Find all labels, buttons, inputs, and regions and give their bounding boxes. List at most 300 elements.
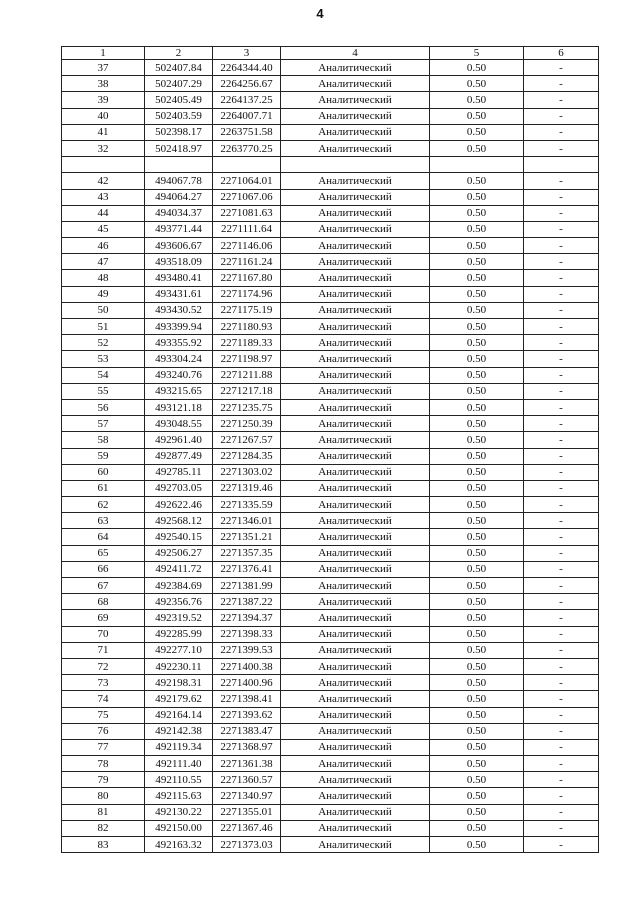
x-coordinate-cell: 492961.40 [145, 432, 213, 448]
point-number-cell: 81 [62, 804, 145, 820]
note-cell: - [524, 221, 599, 237]
y-coordinate-cell: 2271355.01 [213, 804, 281, 820]
note-cell: - [524, 416, 599, 432]
point-number-cell: 70 [62, 626, 145, 642]
table-row [62, 270, 599, 286]
table-row [62, 221, 599, 237]
method-cell: Аналитический [281, 335, 430, 351]
accuracy-cell: 0.50 [430, 351, 524, 367]
method-cell: Аналитический [281, 642, 430, 658]
x-coordinate-cell: 493430.52 [145, 302, 213, 318]
x-coordinate-cell: 493121.18 [145, 399, 213, 415]
table-row [62, 561, 599, 577]
y-coordinate-cell: 2271368.97 [213, 739, 281, 755]
accuracy-cell: 0.50 [430, 189, 524, 205]
table-row [62, 383, 599, 399]
y-coordinate-cell: 2271351.21 [213, 529, 281, 545]
point-number-cell: 71 [62, 642, 145, 658]
note-cell: - [524, 76, 599, 92]
accuracy-cell: 0.50 [430, 286, 524, 302]
point-number-cell: 44 [62, 205, 145, 221]
accuracy-cell: 0.50 [430, 205, 524, 221]
method-cell: Аналитический [281, 578, 430, 594]
method-cell: Аналитический [281, 92, 430, 108]
note-cell: - [524, 561, 599, 577]
x-coordinate-cell: 494067.78 [145, 173, 213, 189]
point-number-cell: 51 [62, 319, 145, 335]
table-row [62, 448, 599, 464]
table-row [62, 480, 599, 496]
method-cell: Аналитический [281, 772, 430, 788]
y-coordinate-cell: 2264137.25 [213, 92, 281, 108]
x-coordinate-cell: 492230.11 [145, 658, 213, 674]
table-row [62, 335, 599, 351]
accuracy-cell: 0.50 [430, 480, 524, 496]
x-coordinate-cell: 492150.00 [145, 820, 213, 836]
table-row [62, 837, 599, 853]
y-coordinate-cell: 2271398.33 [213, 626, 281, 642]
note-cell: - [524, 804, 599, 820]
y-coordinate-cell: 2271367.46 [213, 820, 281, 836]
y-coordinate-cell: 2271335.59 [213, 497, 281, 513]
note-cell: - [524, 691, 599, 707]
accuracy-cell: 0.50 [430, 124, 524, 140]
method-cell: Аналитический [281, 739, 430, 755]
point-number-cell: 64 [62, 529, 145, 545]
note-cell: - [524, 788, 599, 804]
point-number-cell: 83 [62, 837, 145, 853]
table-row [62, 723, 599, 739]
accuracy-cell: 0.50 [430, 448, 524, 464]
x-coordinate-cell: 502418.97 [145, 140, 213, 156]
method-cell: Аналитический [281, 497, 430, 513]
point-number-cell: 76 [62, 723, 145, 739]
accuracy-cell: 0.50 [430, 497, 524, 513]
note-cell: - [524, 254, 599, 270]
note-cell: - [524, 335, 599, 351]
note-cell: - [524, 173, 599, 189]
table-spacer-row [62, 157, 599, 173]
accuracy-cell: 0.50 [430, 416, 524, 432]
point-number-cell: 52 [62, 335, 145, 351]
y-coordinate-cell: 2271180.93 [213, 319, 281, 335]
point-number-cell: 60 [62, 464, 145, 480]
point-number-cell: 72 [62, 658, 145, 674]
x-coordinate-cell: 493240.76 [145, 367, 213, 383]
accuracy-cell: 0.50 [430, 464, 524, 480]
y-coordinate-cell: 2271217.18 [213, 383, 281, 399]
x-coordinate-cell: 492115.63 [145, 788, 213, 804]
note-cell: - [524, 545, 599, 561]
method-cell: Аналитический [281, 626, 430, 642]
point-number-cell: 77 [62, 739, 145, 755]
point-number-cell: 59 [62, 448, 145, 464]
method-cell: Аналитический [281, 140, 430, 156]
y-coordinate-cell: 2271146.06 [213, 238, 281, 254]
method-cell: Аналитический [281, 351, 430, 367]
table-row [62, 788, 599, 804]
y-coordinate-cell: 2271360.57 [213, 772, 281, 788]
x-coordinate-cell: 494034.37 [145, 205, 213, 221]
note-cell: - [524, 464, 599, 480]
point-number-cell: 54 [62, 367, 145, 383]
method-cell: Аналитический [281, 189, 430, 205]
point-number-cell: 57 [62, 416, 145, 432]
note-cell: - [524, 626, 599, 642]
accuracy-cell: 0.50 [430, 675, 524, 691]
note-cell: - [524, 205, 599, 221]
method-cell: Аналитический [281, 513, 430, 529]
table-row [62, 351, 599, 367]
y-coordinate-cell: 2271067.06 [213, 189, 281, 205]
method-cell: Аналитический [281, 448, 430, 464]
point-number-cell: 41 [62, 124, 145, 140]
y-coordinate-cell: 2271167.80 [213, 270, 281, 286]
x-coordinate-cell: 492198.31 [145, 675, 213, 691]
x-coordinate-cell: 493215.65 [145, 383, 213, 399]
table-row [62, 497, 599, 513]
coordinates-table [61, 46, 599, 853]
point-number-cell: 50 [62, 302, 145, 318]
note-cell: - [524, 399, 599, 415]
method-cell: Аналитический [281, 399, 430, 415]
method-cell: Аналитический [281, 804, 430, 820]
method-cell: Аналитический [281, 124, 430, 140]
y-coordinate-cell: 2271211.88 [213, 367, 281, 383]
point-number-cell: 39 [62, 92, 145, 108]
accuracy-cell: 0.50 [430, 788, 524, 804]
point-number-cell: 82 [62, 820, 145, 836]
point-number-cell: 62 [62, 497, 145, 513]
table-row [62, 820, 599, 836]
accuracy-cell: 0.50 [430, 561, 524, 577]
accuracy-cell: 0.50 [430, 513, 524, 529]
table-row [62, 739, 599, 755]
method-cell: Аналитический [281, 723, 430, 739]
method-cell: Аналитический [281, 464, 430, 480]
note-cell: - [524, 739, 599, 755]
note-cell: - [524, 529, 599, 545]
method-cell: Аналитический [281, 416, 430, 432]
accuracy-cell: 0.50 [430, 739, 524, 755]
table-row [62, 432, 599, 448]
accuracy-cell: 0.50 [430, 545, 524, 561]
accuracy-cell: 0.50 [430, 626, 524, 642]
note-cell: - [524, 642, 599, 658]
accuracy-cell: 0.50 [430, 108, 524, 124]
accuracy-cell: 0.50 [430, 335, 524, 351]
table-row [62, 691, 599, 707]
accuracy-cell: 0.50 [430, 804, 524, 820]
coordinates-table-body [62, 47, 599, 853]
y-coordinate-cell: 2271189.33 [213, 335, 281, 351]
x-coordinate-cell: 492164.14 [145, 707, 213, 723]
point-number-cell: 68 [62, 594, 145, 610]
y-coordinate-cell: 2271303.02 [213, 464, 281, 480]
note-cell: - [524, 140, 599, 156]
point-number-cell: 32 [62, 140, 145, 156]
y-coordinate-cell: 2264007.71 [213, 108, 281, 124]
x-coordinate-cell: 492568.12 [145, 513, 213, 529]
y-coordinate-cell: 2271198.97 [213, 351, 281, 367]
note-cell: - [524, 820, 599, 836]
note-cell: - [524, 658, 599, 674]
note-cell: - [524, 351, 599, 367]
y-coordinate-cell: 2271111.64 [213, 221, 281, 237]
x-coordinate-cell: 502403.59 [145, 108, 213, 124]
accuracy-cell: 0.50 [430, 578, 524, 594]
y-coordinate-cell: 2264344.40 [213, 60, 281, 76]
table-row [62, 464, 599, 480]
y-coordinate-cell: 2271394.37 [213, 610, 281, 626]
note-cell: - [524, 238, 599, 254]
table-row [62, 140, 599, 156]
table-row [62, 367, 599, 383]
accuracy-cell: 0.50 [430, 383, 524, 399]
note-cell: - [524, 448, 599, 464]
y-coordinate-cell: 2263770.25 [213, 140, 281, 156]
point-number-cell: 67 [62, 578, 145, 594]
note-cell: - [524, 432, 599, 448]
note-cell: - [524, 675, 599, 691]
table-row [62, 675, 599, 691]
column-header-5: 5 [430, 47, 524, 60]
accuracy-cell: 0.50 [430, 140, 524, 156]
table-row [62, 108, 599, 124]
accuracy-cell: 0.50 [430, 60, 524, 76]
note-cell: - [524, 270, 599, 286]
method-cell: Аналитический [281, 529, 430, 545]
note-cell: - [524, 367, 599, 383]
table-row [62, 545, 599, 561]
y-coordinate-cell: 2271387.22 [213, 594, 281, 610]
x-coordinate-cell: 492179.62 [145, 691, 213, 707]
y-coordinate-cell: 2271174.96 [213, 286, 281, 302]
method-cell: Аналитический [281, 756, 430, 772]
method-cell: Аналитический [281, 545, 430, 561]
x-coordinate-cell: 493304.24 [145, 351, 213, 367]
y-coordinate-cell: 2271175.19 [213, 302, 281, 318]
table-row [62, 60, 599, 76]
table-row [62, 399, 599, 415]
x-coordinate-cell: 493606.67 [145, 238, 213, 254]
x-coordinate-cell: 493431.61 [145, 286, 213, 302]
y-coordinate-cell: 2271383.47 [213, 723, 281, 739]
method-cell: Аналитический [281, 432, 430, 448]
note-cell: - [524, 286, 599, 302]
y-coordinate-cell: 2271340.97 [213, 788, 281, 804]
method-cell: Аналитический [281, 270, 430, 286]
x-coordinate-cell: 492540.15 [145, 529, 213, 545]
column-header-3: 3 [213, 47, 281, 60]
accuracy-cell: 0.50 [430, 610, 524, 626]
note-cell: - [524, 513, 599, 529]
column-header-1: 1 [62, 47, 145, 60]
y-coordinate-cell: 2271393.62 [213, 707, 281, 723]
accuracy-cell: 0.50 [430, 529, 524, 545]
accuracy-cell: 0.50 [430, 76, 524, 92]
y-coordinate-cell: 2271319.46 [213, 480, 281, 496]
note-cell: - [524, 92, 599, 108]
point-number-cell: 78 [62, 756, 145, 772]
method-cell: Аналитический [281, 788, 430, 804]
accuracy-cell: 0.50 [430, 399, 524, 415]
column-header-2: 2 [145, 47, 213, 60]
note-cell: - [524, 319, 599, 335]
x-coordinate-cell: 492142.38 [145, 723, 213, 739]
x-coordinate-cell: 492163.32 [145, 837, 213, 853]
note-cell: - [524, 707, 599, 723]
note-cell: - [524, 594, 599, 610]
accuracy-cell: 0.50 [430, 254, 524, 270]
empty-cell [145, 157, 213, 173]
x-coordinate-cell: 492411.72 [145, 561, 213, 577]
point-number-cell: 38 [62, 76, 145, 92]
y-coordinate-cell: 2271373.03 [213, 837, 281, 853]
table-row [62, 594, 599, 610]
method-cell: Аналитический [281, 594, 430, 610]
y-coordinate-cell: 2271376.41 [213, 561, 281, 577]
table-row [62, 756, 599, 772]
table-row [62, 578, 599, 594]
y-coordinate-cell: 2271250.39 [213, 416, 281, 432]
accuracy-cell: 0.50 [430, 594, 524, 610]
x-coordinate-cell: 492506.27 [145, 545, 213, 561]
table-row [62, 76, 599, 92]
note-cell: - [524, 723, 599, 739]
table-row [62, 772, 599, 788]
method-cell: Аналитический [281, 820, 430, 836]
note-cell: - [524, 302, 599, 318]
note-cell: - [524, 756, 599, 772]
x-coordinate-cell: 492785.11 [145, 464, 213, 480]
x-coordinate-cell: 492877.49 [145, 448, 213, 464]
y-coordinate-cell: 2271267.57 [213, 432, 281, 448]
note-cell: - [524, 60, 599, 76]
empty-cell [62, 157, 145, 173]
method-cell: Аналитический [281, 658, 430, 674]
accuracy-cell: 0.50 [430, 302, 524, 318]
point-number-cell: 61 [62, 480, 145, 496]
empty-cell [430, 157, 524, 173]
y-coordinate-cell: 2271346.01 [213, 513, 281, 529]
accuracy-cell: 0.50 [430, 432, 524, 448]
x-coordinate-cell: 492110.55 [145, 772, 213, 788]
point-number-cell: 66 [62, 561, 145, 577]
y-coordinate-cell: 2271399.53 [213, 642, 281, 658]
point-number-cell: 47 [62, 254, 145, 270]
table-row [62, 529, 599, 545]
table-row [62, 707, 599, 723]
point-number-cell: 73 [62, 675, 145, 691]
x-coordinate-cell: 493518.09 [145, 254, 213, 270]
point-number-cell: 45 [62, 221, 145, 237]
table-row [62, 642, 599, 658]
y-coordinate-cell: 2271064.01 [213, 173, 281, 189]
empty-cell [213, 157, 281, 173]
accuracy-cell: 0.50 [430, 820, 524, 836]
table-row [62, 626, 599, 642]
accuracy-cell: 0.50 [430, 270, 524, 286]
x-coordinate-cell: 492277.10 [145, 642, 213, 658]
point-number-cell: 74 [62, 691, 145, 707]
note-cell: - [524, 772, 599, 788]
y-coordinate-cell: 2271400.96 [213, 675, 281, 691]
y-coordinate-cell: 2271161.24 [213, 254, 281, 270]
point-number-cell: 55 [62, 383, 145, 399]
accuracy-cell: 0.50 [430, 238, 524, 254]
method-cell: Аналитический [281, 675, 430, 691]
point-number-cell: 40 [62, 108, 145, 124]
table-row [62, 205, 599, 221]
x-coordinate-cell: 493399.94 [145, 319, 213, 335]
x-coordinate-cell: 492384.69 [145, 578, 213, 594]
accuracy-cell: 0.50 [430, 92, 524, 108]
y-coordinate-cell: 2271381.99 [213, 578, 281, 594]
x-coordinate-cell: 502407.29 [145, 76, 213, 92]
accuracy-cell: 0.50 [430, 707, 524, 723]
table-row [62, 610, 599, 626]
point-number-cell: 37 [62, 60, 145, 76]
method-cell: Аналитический [281, 302, 430, 318]
x-coordinate-cell: 492319.52 [145, 610, 213, 626]
method-cell: Аналитический [281, 108, 430, 124]
point-number-cell: 80 [62, 788, 145, 804]
accuracy-cell: 0.50 [430, 367, 524, 383]
page-number: 4 [316, 6, 324, 21]
method-cell: Аналитический [281, 173, 430, 189]
point-number-cell: 69 [62, 610, 145, 626]
y-coordinate-cell: 2271357.35 [213, 545, 281, 561]
accuracy-cell: 0.50 [430, 221, 524, 237]
x-coordinate-cell: 492356.76 [145, 594, 213, 610]
x-coordinate-cell: 493771.44 [145, 221, 213, 237]
column-header-4: 4 [281, 47, 430, 60]
point-number-cell: 56 [62, 399, 145, 415]
x-coordinate-cell: 492622.46 [145, 497, 213, 513]
note-cell: - [524, 578, 599, 594]
x-coordinate-cell: 492703.05 [145, 480, 213, 496]
x-coordinate-cell: 492119.34 [145, 739, 213, 755]
table-row [62, 416, 599, 432]
note-cell: - [524, 610, 599, 626]
x-coordinate-cell: 493048.55 [145, 416, 213, 432]
table-row [62, 173, 599, 189]
method-cell: Аналитический [281, 707, 430, 723]
x-coordinate-cell: 492285.99 [145, 626, 213, 642]
x-coordinate-cell: 502405.49 [145, 92, 213, 108]
empty-cell [281, 157, 430, 173]
table-row [62, 92, 599, 108]
y-coordinate-cell: 2271081.63 [213, 205, 281, 221]
method-cell: Аналитический [281, 610, 430, 626]
y-coordinate-cell: 2271361.38 [213, 756, 281, 772]
x-coordinate-cell: 493355.92 [145, 335, 213, 351]
y-coordinate-cell: 2271398.41 [213, 691, 281, 707]
x-coordinate-cell: 492111.40 [145, 756, 213, 772]
accuracy-cell: 0.50 [430, 691, 524, 707]
note-cell: - [524, 189, 599, 205]
x-coordinate-cell: 502398.17 [145, 124, 213, 140]
note-cell: - [524, 108, 599, 124]
method-cell: Аналитический [281, 205, 430, 221]
method-cell: Аналитический [281, 60, 430, 76]
table-row [62, 189, 599, 205]
table-row [62, 319, 599, 335]
note-cell: - [524, 480, 599, 496]
accuracy-cell: 0.50 [430, 756, 524, 772]
method-cell: Аналитический [281, 383, 430, 399]
